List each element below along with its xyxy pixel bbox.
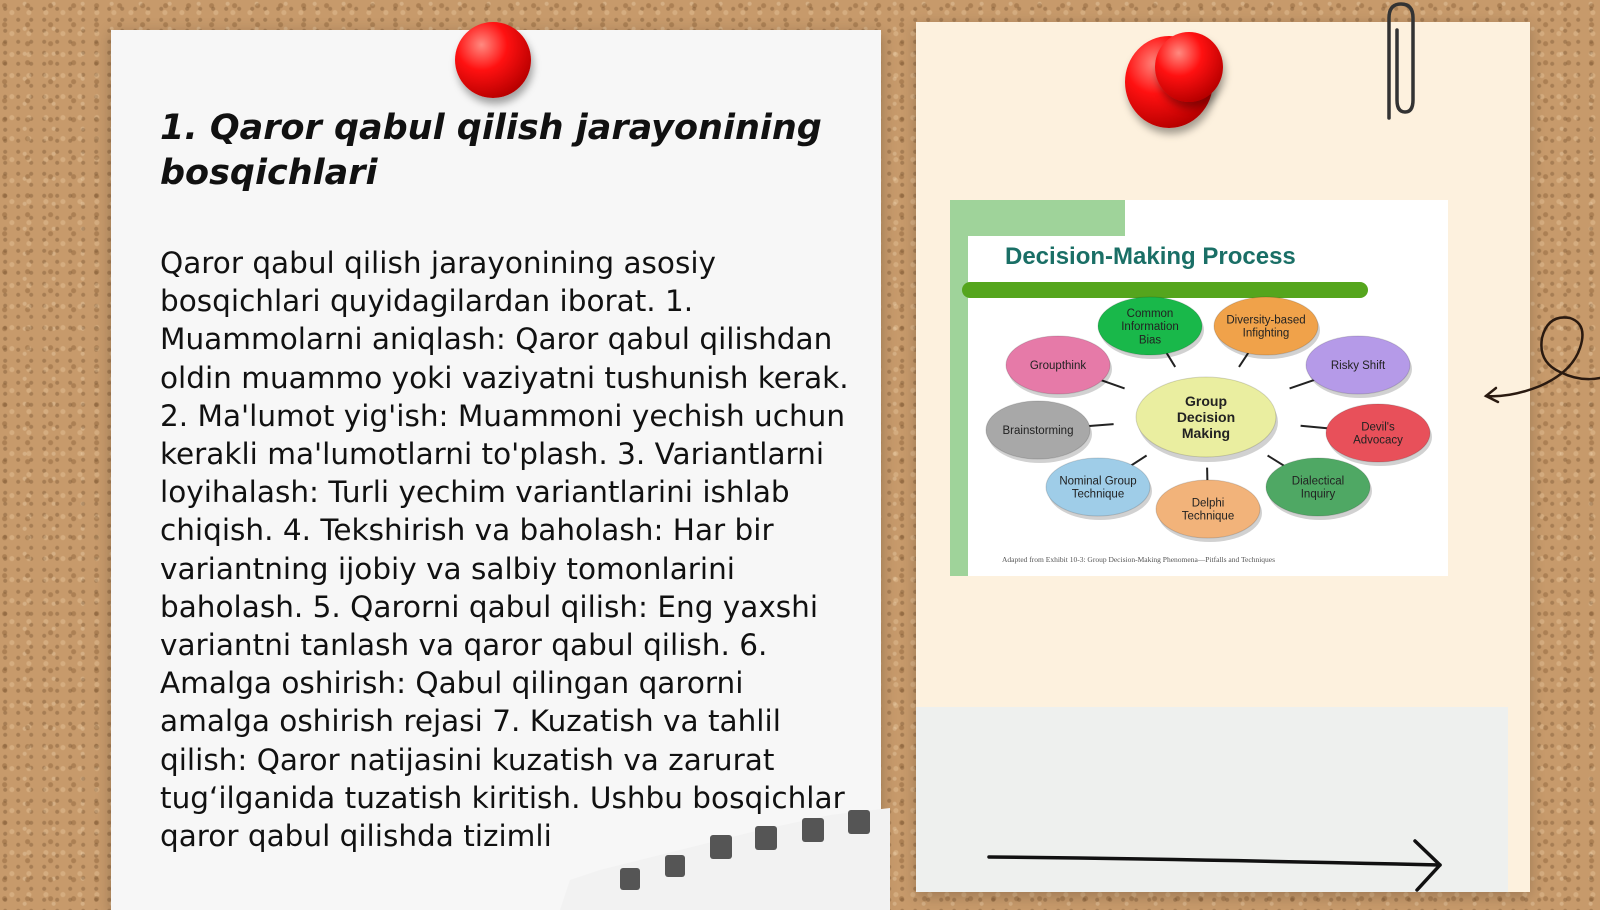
squiggle-arrow-icon	[1480, 310, 1600, 410]
group-decision-diagram	[950, 200, 1448, 576]
diagram-node	[1006, 336, 1112, 398]
diagram-node	[1098, 297, 1204, 359]
diagram-node	[1214, 297, 1320, 359]
diagram-node	[1266, 458, 1372, 520]
steps-paragraph: Qaror qabul qilish jarayonining asosiy bosqichlari quyidagilardan iborat. 1. Muammolarni aniqlash: Qaror qabul qilishdan oldin muammo yoki vaziyatni tushunish kerak. 2. Ma'lumot yig'ish: Muammoni yechish uchun kerakli ma'lumotlarni to'plash. 3. Variantlarni loyihalash: Turli yechim variantlarini ishlab chiqish. 4. Tekshirish va baholash: Har bir variantning ijobiy va salbiy tomonlarini baholash. 5. Qarorni qabul qilish: Eng yaxshi variantni tanlash va qaror qabul qilish. 6. Amalga oshirish: Qabul qilingan qarorni amalga oshirish rejasi 7. Kuzatish va tahlil qilish: Qaror natijasini kuzatish va zarurat tug‘ilganida tuzatish kiritish. Ushbu bosqichlar qaror qabul qilishda tizimli	[160, 246, 849, 854]
diagram-node	[1326, 404, 1432, 466]
diagram-source-note: Adapted from Exhibit 10-3: Group Decision-Making Phenomena—Pitfalls and Techniques	[1002, 555, 1276, 564]
diagram-center-node	[1136, 377, 1278, 462]
diagram-node-label: Dialectical Inquiry	[1291, 475, 1345, 501]
diagram-node-label: Common Information Bias	[1121, 307, 1179, 347]
diagram-node	[1156, 480, 1262, 542]
diagram-node-label: Devil's Advocacy	[1353, 421, 1403, 447]
diagram-node	[986, 401, 1092, 463]
diagram-center-label: Group Decision Making	[1176, 392, 1236, 441]
slide-heading: 1. Qaror qabul qilish jarayonining bosqichlari	[160, 108, 822, 193]
decision-making-diagram	[950, 200, 1448, 576]
diagram-node-label: Delphi Technique	[1181, 497, 1235, 523]
arrow-right-icon	[985, 835, 1445, 895]
torn-paper-strip	[560, 800, 890, 910]
diagram-node-label: Diversity-based Infighting	[1226, 314, 1306, 340]
paper-clip-icon	[1375, 0, 1425, 125]
diagram-node	[1306, 336, 1412, 398]
diagram-node-label: Groupthink	[1029, 360, 1087, 373]
diagram-node-label: Risky Shift	[1330, 360, 1386, 373]
diagram-node-label: Nominal Group Technique	[1059, 475, 1137, 501]
diagram-node	[1046, 458, 1152, 520]
push-pin-icon	[1155, 32, 1223, 102]
push-pin-icon	[455, 22, 531, 98]
diagram-node-label: Brainstorming	[1002, 425, 1074, 438]
diagram-title: Decision-Making Process	[1005, 243, 1296, 270]
